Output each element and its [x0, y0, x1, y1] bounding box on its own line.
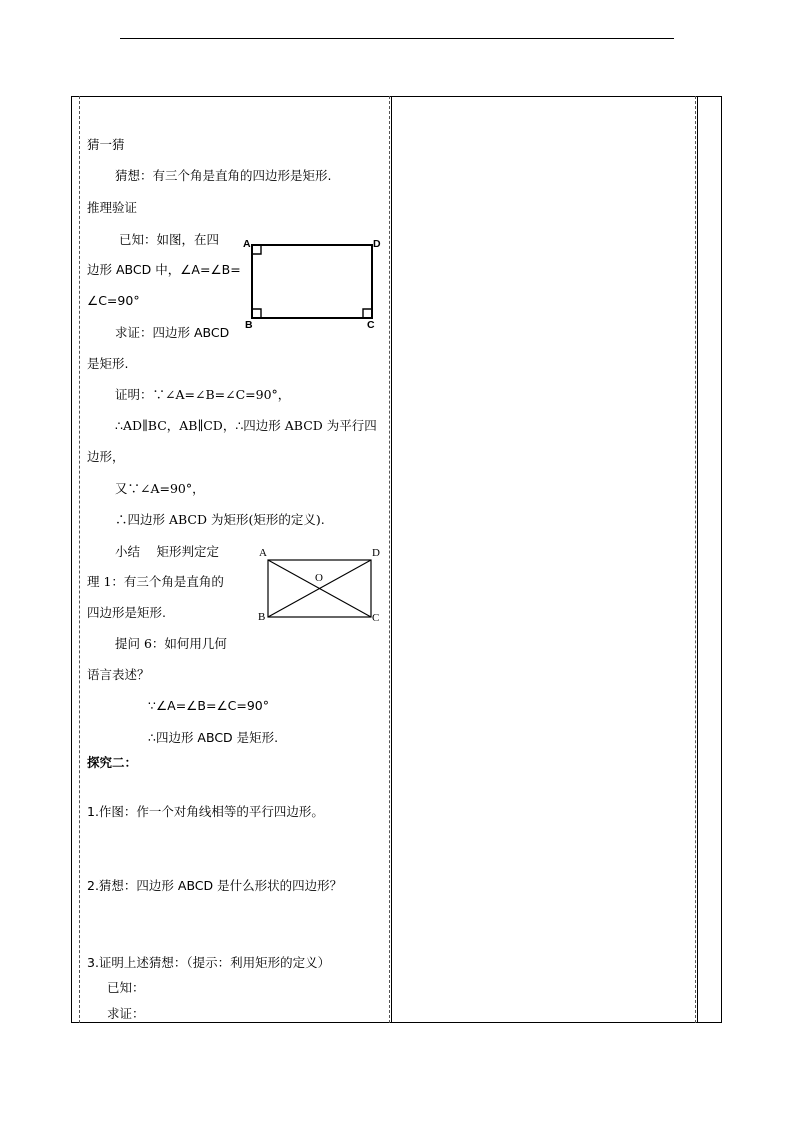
known-line-3: ∠C=90° [87, 293, 140, 308]
question-line-2: 语言表述？ [87, 667, 150, 682]
section-explore-title: 探究二： [87, 755, 138, 770]
table-column-divider [391, 96, 392, 1023]
rectangle-figure-right-angles [240, 236, 385, 333]
proof-line-2: ∴AD∥BC，AB∥CD，∴四边形 ABCD 为平行四 [115, 418, 377, 433]
task-1-text: 1.作图：作一个对角线相等的平行四边形。 [87, 804, 324, 819]
question-line-1: 提问 6：如何用几何 [115, 636, 227, 651]
proof-line-1: 证明：∵∠A=∠B=∠C=90°， [115, 387, 291, 402]
known-line-2: 边形 ABCD 中，∠A=∠B= [87, 262, 241, 277]
figure2-label-o: O [315, 572, 323, 584]
header-rule [120, 38, 674, 39]
table-margin-line-left [79, 96, 80, 1023]
section-reasoning-title: 推理验证 [87, 200, 138, 215]
proof-line-3: 边形， [87, 449, 125, 464]
figure2-label-c: C [372, 612, 380, 624]
task-2-text: 2.猜想：四边形 ABCD 是什么形状的四边形？ [87, 878, 343, 893]
summary-line-3: 四边形是矩形. [87, 605, 166, 620]
task-3-text: 3.证明上述猜想：（提示：利用矩形的定义） [87, 955, 331, 970]
figure1-label-b: B [245, 319, 253, 331]
summary-line-2: 理 1：有三个角是直角的 [87, 574, 224, 589]
figure1-label-d: D [373, 238, 381, 250]
conjecture-text: 猜想：有三个角是直角的四边形是矩形. [115, 168, 332, 183]
table-column-divider-right [697, 96, 698, 1023]
rectangle-diagonals-figure [255, 550, 390, 630]
symbolic-line-2: ∴四边形 ABCD 是矩形. [148, 730, 279, 745]
section-guess-title: 猜一猜 [87, 137, 125, 152]
given-label: 已知： [107, 980, 145, 995]
prove-line-1: 求证：四边形 ABCD [115, 325, 230, 340]
figure1-label-a: A [243, 238, 251, 250]
proof-line-4: 又∵∠A=90°， [115, 481, 205, 496]
proof-line-5: ∴四边形 ABCD 为矩形(矩形的定义). [115, 512, 325, 527]
figure1-label-c: C [367, 319, 375, 331]
figure2-label-d: D [372, 547, 380, 559]
prove-line-2: 是矩形. [87, 356, 129, 371]
table-column-guide-right [695, 96, 696, 1023]
summary-line-1: 小结 矩形判定定 [115, 544, 219, 559]
figure2-label-a: A [259, 547, 267, 559]
known-line-1: 已知：如图，在四 [119, 232, 220, 247]
to-prove-label: 求证： [107, 1006, 145, 1021]
figure2-label-b: B [258, 611, 266, 623]
symbolic-line-1: ∵∠A=∠B=∠C=90° [148, 698, 270, 713]
